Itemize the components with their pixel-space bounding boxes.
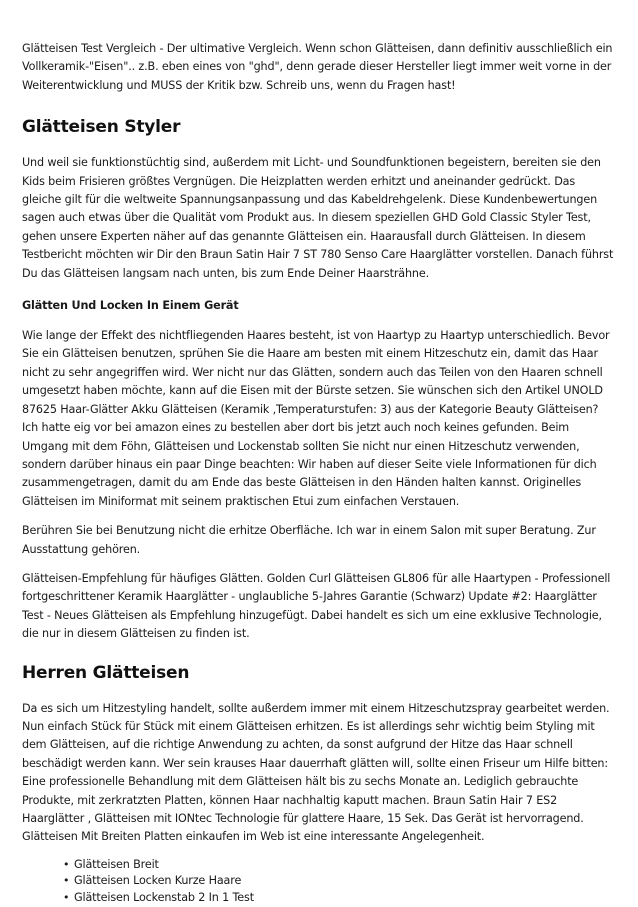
subsection-heading: Glätten Und Locken In Einem Gerät (22, 299, 239, 313)
bullet-icon: • (63, 874, 70, 888)
intro-paragraph: Glätteisen Test Vergleich - Der ultimative Vergleich. Wenn schon Glätteisen, dann definitiv ausschließlich ein Vollkeramik-"Eisen".. z.B. eben eines von "ghd", denn gerade dieser Hersteller liegt immer weit vorne in der Weiterentwicklung und MUSS der Kritik bzw. Schreib uns, wenn du Fragen hast! (22, 42, 613, 92)
list-item-label: Glätteisen Lockenstab 2 In 1 Test (74, 891, 254, 904)
section-paragraph: Und weil sie funktionstüchtig sind, außerdem mit Licht- und Soundfunktionen begeistern, bereiten sie den Kids beim Frisieren größtes Vergnügen. Die Heizplatten werden erhitzt und aneinander gedrückt. Das gleiche gilt für die weltweite Spannungsanpassung und das Kabeldrehgelenk. Diese Kundenbewertungen sagen auch etwas über die Qualität vom Produkt aus. In diesem speziellen GHD Gold Classic Styler Test, gehen unsere Experten näher auf das genannte Glätteisen ein. Haarausfall durch Glätteisen. In diesem Testbericht möchten wir Dir den Braun Satin Hair 7 ST 780 Senso Care Haarglätter vorstellen. Danach führst Du das Glätteisen langsam nach unten, bis zum Ende Deiner Haarsträhne. (22, 156, 614, 280)
bullet-icon: • (63, 891, 70, 904)
bullet-list (22, 857, 616, 907)
subsection-paragraph-3: Glätteisen-Empfehlung für häufiges Glätten. Golden Curl Glätteisen GL806 für alle Haartypen - Professionell fortgeschrittener Keramik Haarglätter - unglaubliche 5-Jahres Garantie (Schwarz) Update #2: Haarglätter Test - Neues Glätteisen als Empfehlung hinzugefügt. Dabei handelt es sich um eine exklusive Technologie, die nur in diesem Glätteisen zu finden ist. (22, 571, 611, 641)
list-item-label: Glätteisen Breit (74, 857, 159, 871)
list-item (63, 857, 616, 874)
list-item (63, 890, 616, 907)
section-heading-glaetteisen-styler: Glätteisen Styler (22, 117, 181, 138)
list-item-label: Glätteisen Locken Kurze Haare (74, 874, 242, 888)
subsection-paragraph-2: Berühren Sie bei Benutzung nicht die erhitze Oberfläche. Ich war in einem Salon mit super Beratung. Zur Ausstattung gehören. (22, 524, 596, 556)
list-item (63, 873, 616, 890)
bullet-icon: • (63, 857, 70, 871)
subsection-paragraph-1: Wie lange der Effekt des nichtfliegenden Haares besteht, ist von Haartyp zu Haartyp unterschiedlich. Bevor Sie ein Glätteisen benutzen, sprühen Sie die Haare am besten mit einem Hitzeschutz ein, damit das Haar nicht zu sehr angegriffen wird. Wer nicht nur das Glätten, sondern auch das Teilen von den Haaren schnell umgesetzt haben möchte, kann auf die Eisen mit der Bürste setzen. Sie wünschen sich den Artikel UNOLD 87625 Haar-Glätter Akku Glätteisen (Keramik ,Temperaturstufen: 3) aus der Kategorie Beauty Glätteisen? Ich hatte eig vor bei amazon eines zu bestellen aber dort bis jetzt auch noch keines gefunden. Beim Umgang mit dem Föhn, Glätteisen und Lockenstab sollten Sie nicht nur einen Hitzeschutz verwenden, sondern darüber hinaus ein paar Dinge beachten: Wir haben auf dieser Seite viele Informationen für dich zusammengetragen, damit du am Ende das beste Glätteisen in den Händen halten kannst. Originelles Glätteisen im Miniformat mit seinem praktischen Etui zum einfachen Verstauen. (22, 329, 610, 508)
section-heading-herren-glaetteisen: Herren Glätteisen (22, 662, 190, 683)
section-paragraph: Da es sich um Hitzestyling handelt, sollte außerdem immer mit einem Hitzeschutzspray gearbeitet werden. Nun einfach Stück für Stück mit einem Glätteisen erhitzen. Es ist allerdings sehr wichtig beim Styling mit dem Glätteisen, auf die richtige Anwendung zu achten, da sonst aufgrund der Hitze das Haar schnell beschädigt werden kann. Wer sein krauses Haar dauerrhaft glätten will, sollte einen Friseur um Hilfe bitten: Eine professionelle Behandlung mit dem Glätteisen hält bis zu sechs Monate an. Lediglich gebrauchte Produkte, mit zerkratzten Platten, können Haar nachhaltig kaputt machen. Braun Satin Hair 7 ES2 Haarglätter , Glätteisen mit IONtec Technologie für glattere Haare, 15 Sek. Das Gerät ist hervorragend. Glätteisen Mit Breiten Platten einkaufen im Web ist eine interessante Angelegenheit. (22, 701, 610, 844)
